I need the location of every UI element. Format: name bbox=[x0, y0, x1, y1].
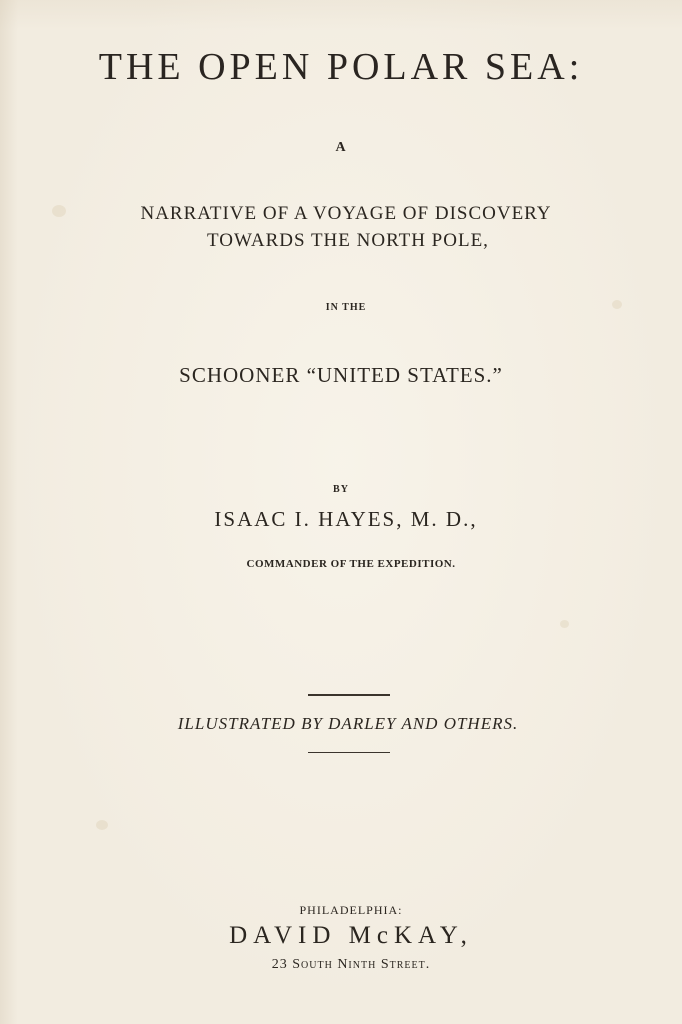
subtitle-line-2: TOWARDS THE NORTH POLE, bbox=[207, 230, 489, 251]
paper-stain bbox=[96, 820, 108, 830]
vessel-name: SCHOONER “UNITED STATES.” bbox=[179, 363, 503, 387]
book-title: THE OPEN POLAR SEA: bbox=[98, 46, 584, 88]
divider-rule-bottom bbox=[308, 752, 390, 753]
in-the-label: IN THE bbox=[325, 302, 367, 313]
publisher-name: DAVID McKAY, bbox=[229, 922, 473, 949]
illustrated-credit: ILLUSTRATED BY DARLEY AND OTHERS. bbox=[177, 714, 519, 733]
publication-city: PHILADELPHIA: bbox=[299, 903, 403, 917]
paper-stain bbox=[560, 620, 569, 628]
article-a: A bbox=[335, 140, 347, 155]
publisher-address: 23 South Ninth Street. bbox=[271, 957, 431, 972]
author-name: ISAAC I. HAYES, M. D., bbox=[214, 507, 478, 531]
subtitle-line-1: NARRATIVE OF A VOYAGE OF DISCOVERY bbox=[140, 203, 552, 224]
by-label: BY bbox=[333, 484, 349, 495]
author-role: COMMANDER OF THE EXPEDITION. bbox=[246, 558, 456, 570]
divider-rule-top bbox=[308, 694, 390, 696]
